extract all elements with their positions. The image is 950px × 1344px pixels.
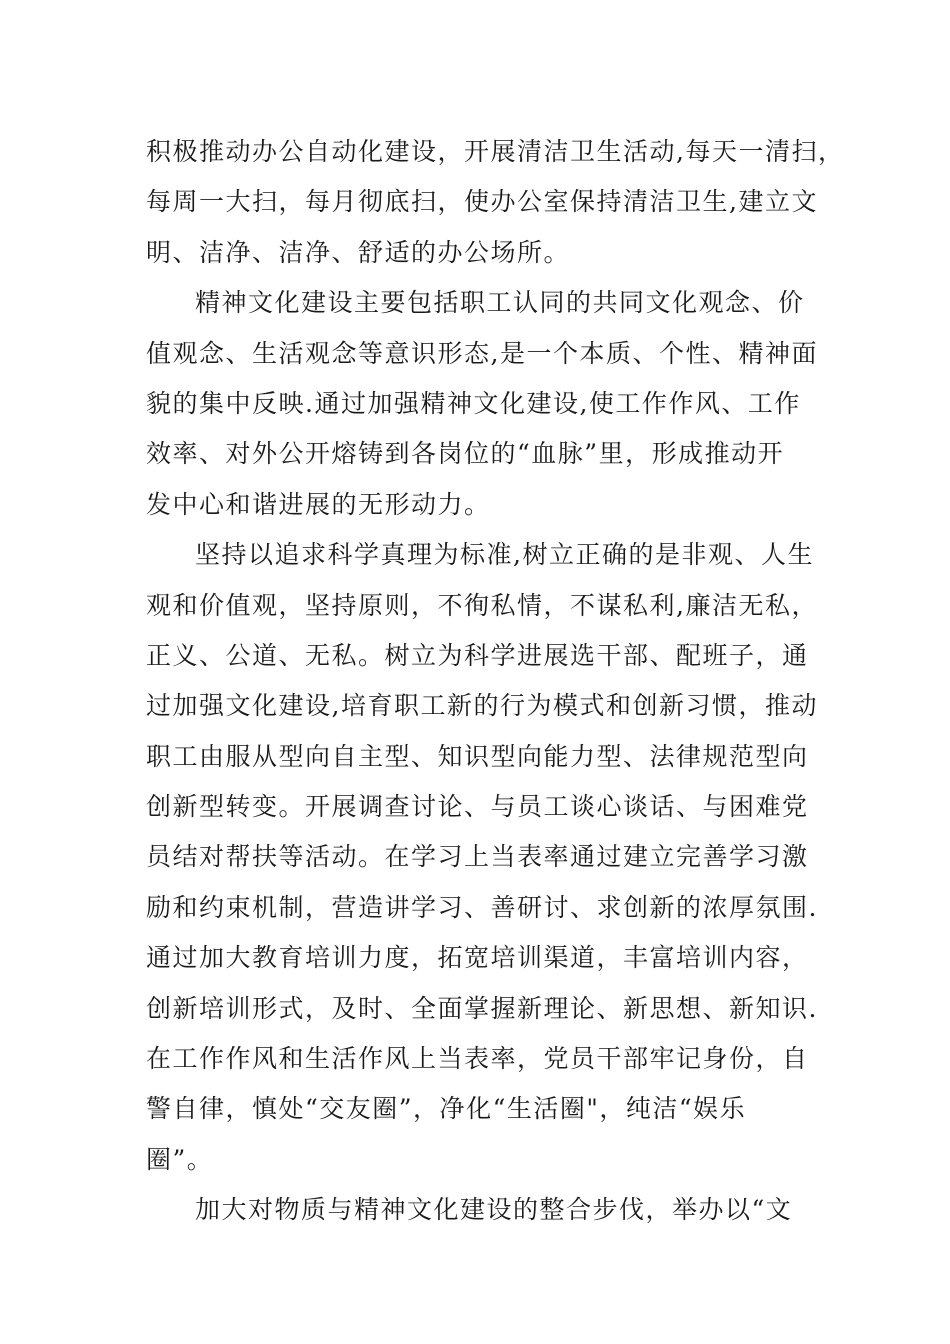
paragraph xyxy=(146,1185,816,1235)
text-line: 过加强文化建设,培育职工新的行为模式和创新习惯，推动 xyxy=(146,691,818,721)
text-line: 在工作作风和生活作风上当表率，党员干部牢记身份，自 xyxy=(146,1044,809,1074)
text-line: 员结对帮扶等活动。在学习上当表率通过建立完善学习激 xyxy=(146,842,809,872)
text-line: 发中心和谐进展的无形动力。 xyxy=(146,489,491,519)
text-line: 坚持以追求科学真理为标准,树立正确的是非观、人生 xyxy=(195,540,814,570)
text-line: 圈”。 xyxy=(146,1144,214,1174)
text-line: 明、洁净、洁净、舒适的办公场所。 xyxy=(146,237,571,267)
text-line: 通过加大教育培训力度，拓宽培训渠道，丰富培训内容， xyxy=(146,943,809,973)
text-line: 职工由服从型向自主型、知识型向能力型、法律规范型向 xyxy=(146,741,809,771)
text-line: 效率、对外公开熔铸到各岗位的“血脉”里，形成推动开 xyxy=(146,439,785,469)
text-line: 精神文化建设主要包括职工认同的共同文化观念、价 xyxy=(195,288,805,318)
text-line: 加大对物质与精神文化建设的整合步伐，举办以“文 xyxy=(195,1195,793,1225)
text-line: 创新型转变。开展调查讨论、与员工谈心谈话、与困难党 xyxy=(146,792,809,822)
paragraph xyxy=(146,530,816,1185)
paragraph xyxy=(146,127,845,278)
text-line: 励和约束机制，营造讲学习、善研讨、求创新的浓厚氛围. xyxy=(146,892,818,922)
text-line: 每周一大扫，每月彻底扫，使办公室保持清洁卫生,建立文 xyxy=(146,187,818,217)
text-line: 值观念、生活观念等意识形态,是一个本质、个性、精神面 xyxy=(146,338,818,368)
text-line: 观和价值观，坚持原则，不徇私情，不谋私利,廉洁无私， xyxy=(146,590,818,620)
body-text xyxy=(146,127,845,1236)
paragraph xyxy=(146,278,816,530)
text-line: 积极推动办公自动化建设，开展清洁卫生活动,每天一清扫， xyxy=(146,137,845,166)
text-line: 貌的集中反映.通过加强精神文化建设,使工作作风、工作 xyxy=(146,388,801,418)
text-line: 正义、公道、无私。树立为科学进展选干部、配班子，通 xyxy=(146,640,809,670)
text-line: 警自律，慎处“交友圈”，净化“生活圈"，纯洁“娱乐 xyxy=(146,1094,747,1124)
text-line: 创新培训形式，及时、全面掌握新理论、新思想、新知识. xyxy=(146,993,818,1023)
